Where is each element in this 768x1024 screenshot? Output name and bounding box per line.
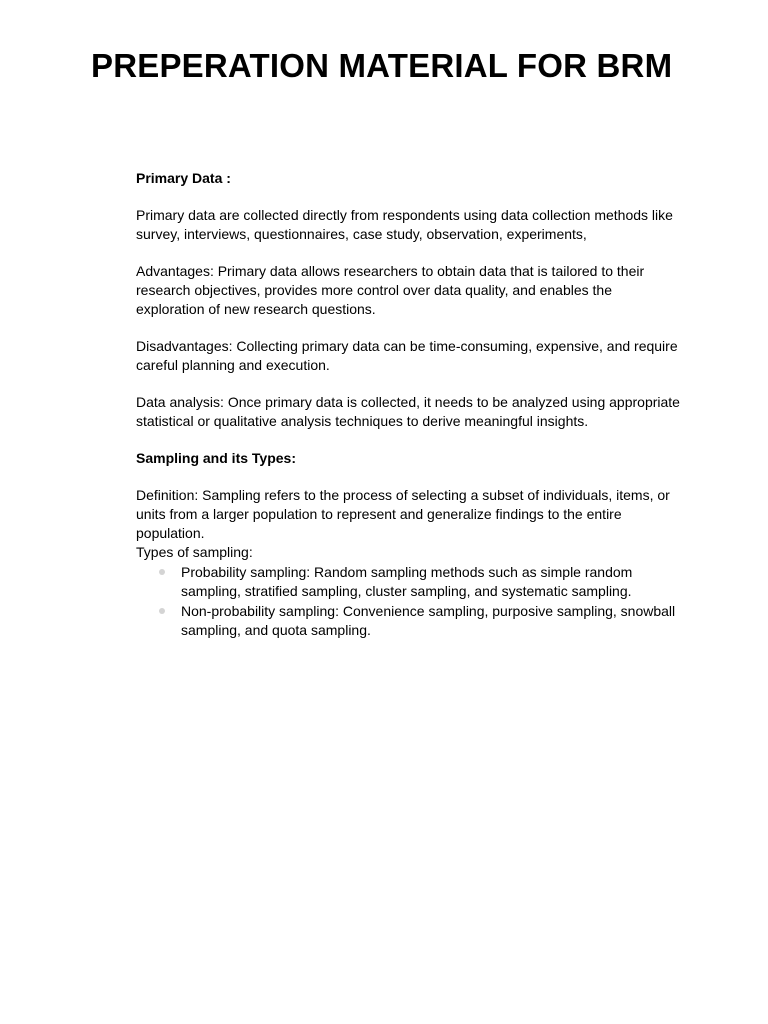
- bullet-dot-icon: [159, 569, 165, 575]
- list-item: [136, 563, 684, 601]
- primary-data-analysis: Data analysis: Once primary data is collected, it needs to be analyzed using appropriate statistical or qualitative analysis techniques to derive meaningful insights.: [136, 394, 680, 429]
- list-item-text: Probability sampling: Random sampling methods such as simple random sampling, stratified sampling, cluster sampling, and systematic sampling.: [181, 564, 633, 599]
- sampling-heading: Sampling and its Types:: [136, 450, 296, 466]
- primary-data-definition: Primary data are collected directly from respondents using data collection methods like survey, interviews, questionnaires, case study, observation, experiments,: [136, 207, 673, 242]
- primary-data-heading: Primary Data :: [136, 170, 231, 186]
- page-title: PREPERATION MATERIAL FOR BRM: [91, 47, 673, 84]
- sampling-types-list: [136, 563, 684, 640]
- bullet-dot-icon: [159, 608, 165, 614]
- list-item-text: Non-probability sampling: Convenience sampling, purposive sampling, snowball sampling, and quota sampling.: [181, 603, 676, 638]
- sampling-types-label: Types of sampling:: [136, 544, 253, 560]
- primary-data-disadvantages: Disadvantages: Collecting primary data can be time-consuming, expensive, and require careful planning and execution.: [136, 338, 678, 373]
- list-item: [136, 602, 684, 640]
- sampling-definition: Definition: Sampling refers to the process of selecting a subset of individuals, items, or units from a larger population to represent and generalize findings to the entire population.: [136, 487, 670, 541]
- primary-data-advantages: Advantages: Primary data allows researchers to obtain data that is tailored to their research objectives, provides more control over data quality, and enables the exploration of new research questions.: [136, 263, 645, 317]
- document-body: [136, 169, 684, 641]
